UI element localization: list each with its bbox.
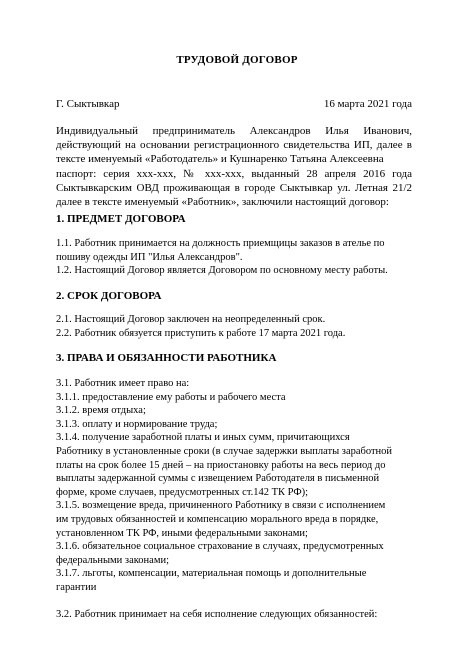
body-line: 1.2. Настоящий Договор является Договором по основному месту работы.: [56, 265, 388, 277]
section-heading: 3. ПРАВА И ОБЯЗАННОСТИ РАБОТНИКА: [56, 352, 277, 364]
body-line: установленном ТК РФ, иными федеральными законами;: [56, 527, 308, 539]
preamble-line: Индивидуальный предприниматель Александров Илья Иванович,: [56, 125, 412, 137]
body-line: гарантии: [56, 581, 97, 593]
preamble: [56, 124, 412, 209]
body-line: 2.2. Работник обязуется приступить к работе 17 марта 2021 года.: [56, 327, 346, 339]
body-line: 3.1.3. оплату и нормирование труда;: [56, 418, 218, 430]
body-line: им трудовых обязанностей и компенсацию морального вреда в порядке,: [56, 513, 379, 525]
body-line: 3.1.4. получение заработной платы и иных сумм, причитающихся: [56, 432, 350, 444]
body-line: 3.1. Работник имеет право на:: [56, 378, 190, 389]
body-line: 3.1.1. предоставление ему работы и рабочего места: [56, 391, 286, 403]
body-line: форме, кроме случаев, предусмотренных ст.142 ТК РФ);: [56, 486, 309, 498]
contract-date: 16 марта 2021 года: [323, 98, 412, 110]
contract-city: Г. Сыктывкар: [56, 98, 120, 110]
body-line: федеральными законами;: [56, 554, 170, 566]
body-line: 3.2. Работник принимает на себя исполнение следующих обязанностей:: [56, 609, 378, 620]
section-body: [56, 313, 420, 340]
body-line: Работнику в установленные сроки (в случае задержки выплаты заработной: [56, 445, 393, 457]
body-line: пошиву одежды ИП "Илья Александров".: [56, 251, 243, 263]
preamble-line: далее в тексте именуемый «Работник», заключили настоящий договор:: [56, 196, 389, 209]
body-line: платы на срок более 15 дней – на приостановку работы на весь период до: [56, 459, 386, 471]
preamble-line: Сыктывкарским ОВД проживающая в городе Сыктывкар ул. Летная 21/2: [56, 181, 412, 194]
preamble-line: действующий на основании регистрационного свидетельства ИП, далее в: [56, 139, 412, 152]
body-line: 2.1. Настоящий Договор заключен на неопределенный срок.: [56, 314, 326, 325]
preamble-line: паспорт: серия ххх-ххх, № ххх-ххх, выданный 28 апреля 2016 года: [56, 167, 412, 180]
body-line: выплаты задержанной суммы с извещением Работодателя в письменной: [56, 473, 380, 485]
section-body: [56, 237, 420, 278]
section-body: [56, 608, 420, 622]
section-heading: 1. ПРЕДМЕТ ДОГОВОРА: [56, 213, 186, 225]
body-line: 3.1.2. время отдыха;: [56, 405, 146, 417]
section-heading: 2. СРОК ДОГОВОРА: [56, 290, 162, 302]
section-body: [56, 377, 420, 595]
body-line: 3.1.5. возмещение вреда, причиненного Работнику в связи с исполнением: [56, 500, 386, 512]
document-title: ТРУДОВОЙ ДОГОВОР: [176, 54, 298, 66]
body-line: 1.1. Работник принимается на должность приемщицы заказов в ателье по: [56, 238, 385, 249]
preamble-line: тексте именуемый «Работодатель» и Кушнаренко Татьяна Алексеевна: [56, 153, 384, 166]
body-line: 3.1.6. обязательное социальное страхование в случаях, предусмотренных: [56, 541, 384, 553]
body-line: 3.1.7. льготы, компенсации, материальная помощь и дополнительные: [56, 568, 367, 580]
